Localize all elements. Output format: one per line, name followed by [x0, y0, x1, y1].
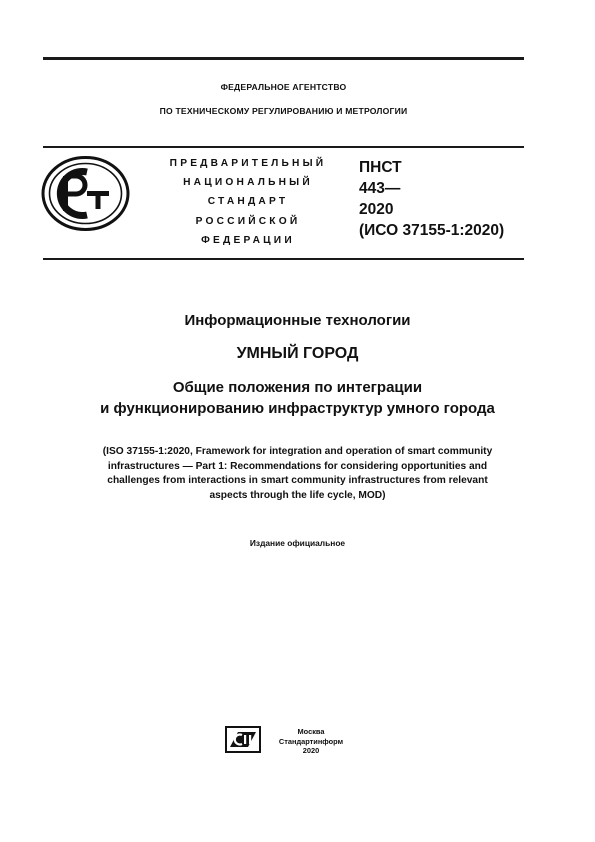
original-title-line: aspects through the life cycle, MOD) — [209, 489, 386, 501]
publisher-year: 2020 — [302, 746, 320, 756]
top-rule — [43, 57, 524, 60]
standard-type-line: СТАНДАРТ — [207, 196, 289, 208]
standard-type-line: ПРЕДВАРИТЕЛЬНЫЙ — [169, 158, 327, 169]
document-main-title: УМНЫЙ ГОРОД — [236, 345, 359, 362]
standard-type-line: РОССИЙСКОЙ — [195, 215, 301, 227]
publisher-info — [271, 727, 351, 756]
agency-line-1: ФЕДЕРАЛЬНОЕ АГЕНТСТВО — [220, 82, 347, 92]
standard-number-line: 443— — [359, 180, 401, 197]
standard-number-line: ПНСТ — [359, 159, 402, 176]
original-title-line: challenges from interactions in smart community infrastructures from relevant — [107, 475, 488, 486]
subtitle-line: Общие положения по интеграции — [172, 379, 423, 396]
subtitle-line: и функционированию инфраструктур умного города — [100, 399, 495, 417]
middle-rule — [43, 146, 524, 148]
agency-line-2: ПО ТЕХНИЧЕСКОМУ РЕГУЛИРОВАНИЮ И МЕТРОЛОГИИ — [159, 106, 408, 116]
edition-note: Издание официальное — [249, 538, 346, 548]
standard-number-line: (ИСО 37155-1:2020) — [359, 222, 505, 239]
original-title — [0, 445, 595, 503]
publisher-name: Стандартинформ — [278, 736, 344, 746]
publisher-city: Москва — [297, 727, 325, 736]
standard-number — [359, 157, 504, 241]
standard-type-line: НАЦИОНАЛЬНЫЙ — [183, 177, 313, 189]
standard-type-line: ФЕДЕРАЦИИ — [201, 234, 295, 246]
standartinform-logo-icon — [225, 726, 261, 753]
bottom-rule — [43, 258, 524, 260]
original-title-line: (ISO 37155-1:2020, Framework for integration and operation of smart community — [102, 446, 493, 457]
document-domain-title: Информационные технологии — [184, 312, 411, 329]
standard-type — [148, 154, 348, 250]
original-title-line: infrastructures — Part 1: Recommendations for considering opportunities and — [107, 460, 488, 472]
gost-r-mark-icon — [41, 155, 130, 232]
document-subtitle — [0, 378, 595, 419]
standard-number-line: 2020 — [359, 201, 394, 218]
